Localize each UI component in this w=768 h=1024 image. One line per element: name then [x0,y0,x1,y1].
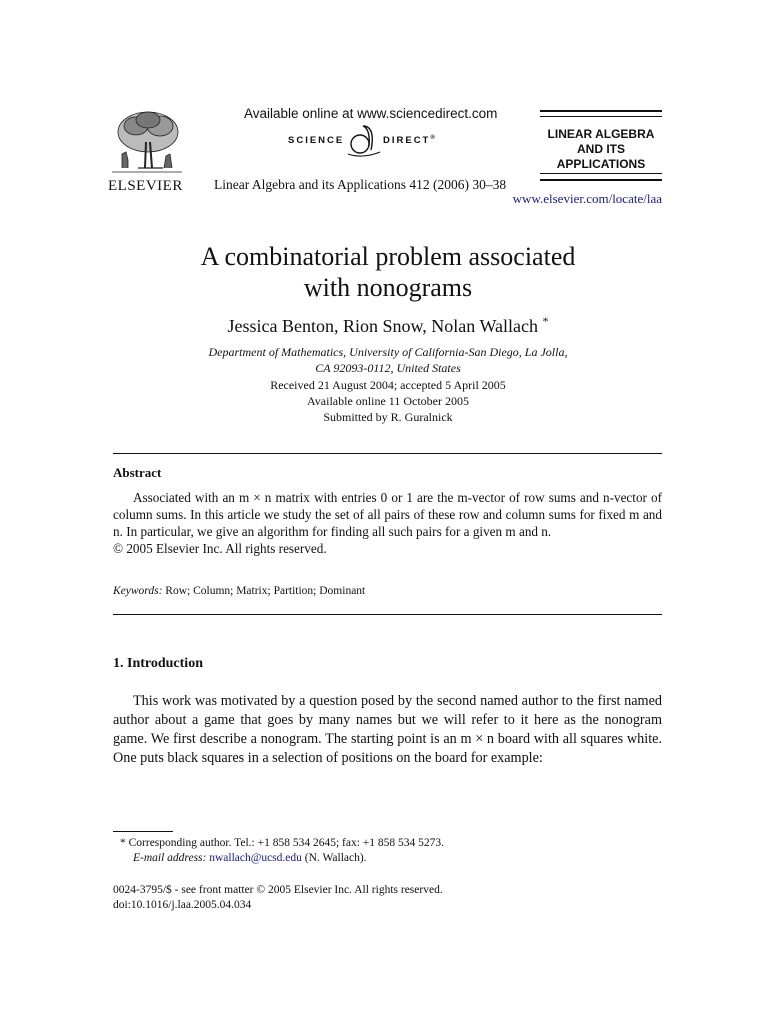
footnote [120,836,444,866]
article-title [130,241,646,303]
section-heading: 1. Introduction [113,656,203,671]
article-title-line: A combinatorial problem associated [200,242,576,271]
publisher-wordmark: ELSEVIER [108,178,183,194]
doi-line[interactable]: doi:10.1016/j.laa.2005.04.034 [113,899,252,911]
sciencedirect-logo [288,128,468,158]
keywords [113,585,365,597]
email-suffix: (N. Wallach). [304,852,367,864]
journal-box-rule-top [540,116,662,117]
abstract-rule-bottom [113,614,662,615]
journal-url-link[interactable]: www.elsevier.com/locate/laa [512,191,662,206]
footnote-corresponding: Corresponding author. Tel.: +1 858 534 2645; fax: +1 858 534 5273. [128,837,445,849]
affiliation [130,344,646,376]
sciencedirect-logo-left: SCIENCE [288,135,345,146]
journal-title-line: APPLICATIONS [556,157,646,171]
elsevier-tree-icon [108,108,186,178]
available-online-text: Available online at www.sciencedirect.com [244,106,498,121]
article-dates [130,377,646,425]
journal-title-line: AND ITS [577,142,625,156]
corresponding-author-mark[interactable]: * [542,314,549,328]
journal-box-rule-bottom-thick [540,179,662,181]
sciencedirect-logo-right: DIRECT® [383,135,437,147]
abstract-copyright: © 2005 Elsevier Inc. All rights reserved. [113,541,327,556]
affiliation-line: Department of Mathematics, University of California-San Diego, La Jolla, [208,345,568,359]
article-title-line: with nonograms [303,273,473,302]
journal-title-line: LINEAR ALGEBRA [547,127,655,141]
keywords-label: Keywords: [113,585,163,597]
author-names: Jessica Benton, Rion Snow, Nolan Wallach [227,316,538,336]
email-label: E-mail address: [133,852,207,864]
email-link[interactable]: nwallach@ucsd.edu [209,852,302,864]
received-date: Received 21 August 2004; accepted 5 April 2005 [270,378,506,392]
journal-title-box [540,127,662,172]
sciencedirect-d-icon [346,124,382,158]
abstract-heading: Abstract [113,465,162,480]
footnote-rule [113,831,173,832]
front-matter [113,883,443,913]
abstract-rule-top [113,453,662,454]
submitted-by: Submitted by R. Guralnick [323,410,453,424]
affiliation-line: CA 92093-0112, United States [315,361,461,375]
available-date: Available online 11 October 2005 [307,394,469,408]
journal-box-rule-top-thick [540,110,662,112]
journal-box-rule-bottom [540,173,662,174]
abstract-body [113,489,662,557]
issn-line: 0024-3795/$ - see front matter © 2005 Elsevier Inc. All rights reserved. [113,884,443,896]
author-list [130,314,646,337]
keywords-list: Row; Column; Matrix; Partition; Dominant [165,585,366,597]
abstract-paragraph: Associated with an m × n matrix with entries 0 or 1 are the m-vector of row sums and n-vector of column sums. In this article we study the set of all pairs of these row and column sums for fixed m and n. In particular, we give an algorithm for finding all such pairs for a given m and n. [113,490,662,539]
footnote-mark: * [120,837,126,849]
journal-reference: Linear Algebra and its Applications 412 (2006) 30–38 [214,177,507,192]
section-paragraph: This work was motivated by a question posed by the second named author to the first named author about a game that goes by many names but we will refer to it here as the nonogram game. We first describe a nonogram. The starting point is an m × n board with all squares white. One puts black squares in a selection of positions on the board for example: [113,693,662,766]
